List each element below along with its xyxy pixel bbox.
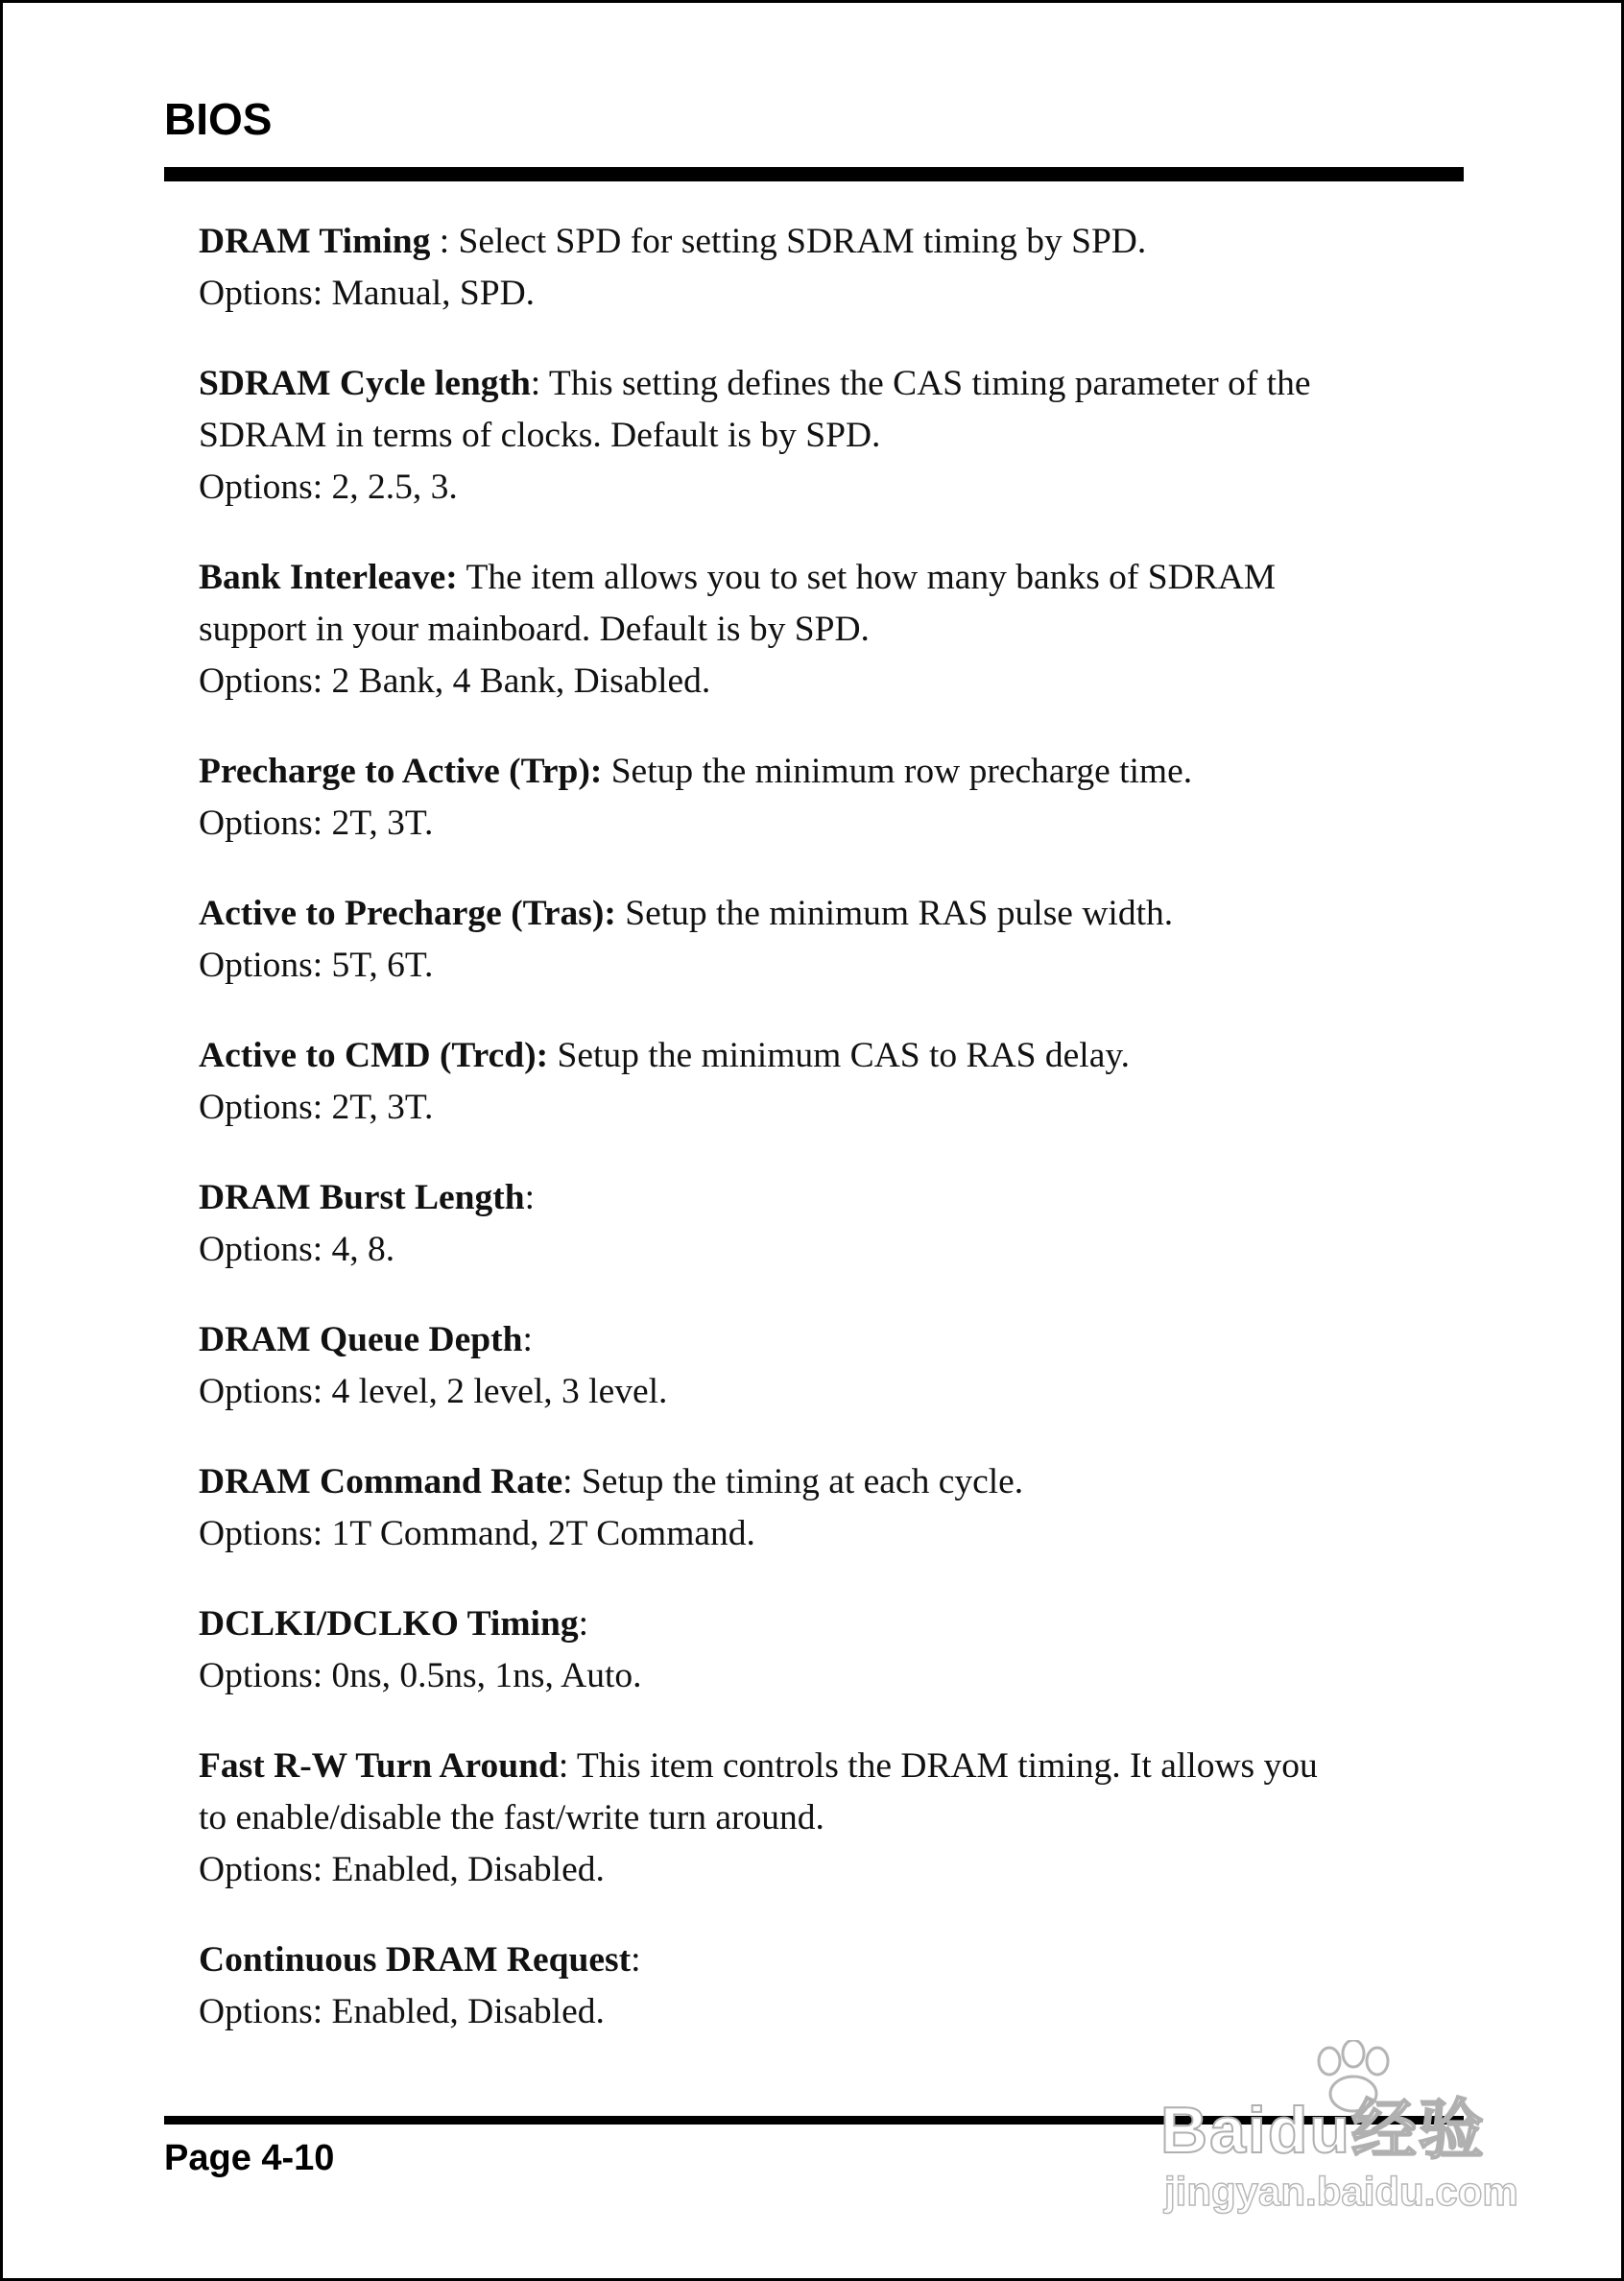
- page-number: Page 4-10: [164, 2138, 335, 2178]
- item-term: Bank Interleave:: [199, 558, 458, 597]
- item-precharge-to-active: [199, 746, 1475, 850]
- item-first-line: [199, 1934, 1475, 1986]
- content: [199, 216, 1475, 2077]
- item-line: Options: 2 Bank, 4 Bank, Disabled.: [199, 661, 711, 701]
- item-first-line: [199, 216, 1475, 268]
- item-line: Options: Enabled, Disabled.: [199, 1850, 605, 1889]
- item-line: Options: Enabled, Disabled.: [199, 1992, 605, 2031]
- item-line: Options: 4, 8.: [199, 1230, 395, 1269]
- item-line: Options: 4 level, 2 level, 3 level.: [199, 1372, 668, 1411]
- item-line: Options: 0ns, 0.5ns, 1ns, Auto.: [199, 1656, 642, 1695]
- item-first-line: [199, 552, 1475, 604]
- item-text: :: [631, 1940, 641, 1980]
- item-active-to-cmd: [199, 1030, 1475, 1134]
- item-term: Precharge to Active (Trp):: [199, 752, 603, 791]
- item-first-line: [199, 746, 1475, 798]
- item-bank-interleave: [199, 552, 1475, 708]
- item-dram-command-rate: [199, 1456, 1475, 1560]
- item-text: : This item controls the DRAM timing. It allows you: [558, 1746, 1318, 1786]
- item-dram-timing: [199, 216, 1475, 320]
- item-text: : Setup the timing at each cycle.: [562, 1462, 1024, 1501]
- item-text: : Select SPD for setting SDRAM timing by SPD.: [430, 222, 1147, 261]
- item-first-line: [199, 1172, 1475, 1224]
- item-continuous-dram-request: [199, 1934, 1475, 2038]
- item-line: SDRAM in terms of clocks. Default is by SPD.: [199, 416, 881, 455]
- item-first-line: [199, 888, 1475, 940]
- item-line: to enable/disable the fast/write turn around.: [199, 1798, 824, 1837]
- item-first-line: [199, 1598, 1475, 1650]
- item-text: The item allows you to set how many banks of SDRAM: [457, 558, 1277, 597]
- item-line: Options: 5T, 6T.: [199, 946, 434, 985]
- item-fast-rw-turn-around: [199, 1741, 1475, 1896]
- item-term: Fast R-W Turn Around: [199, 1746, 559, 1786]
- item-first-line: [199, 1741, 1475, 1792]
- item-first-line: [199, 1456, 1475, 1508]
- item-term: Active to CMD (Trcd):: [199, 1036, 549, 1075]
- baidu-watermark: [1151, 2040, 1535, 2242]
- item-line: Options: Manual, SPD.: [199, 274, 536, 313]
- item-text: Setup the minimum RAS pulse width.: [615, 894, 1174, 933]
- watermark-url: jingyan.baidu.com: [1164, 2169, 1518, 2214]
- item-text: Setup the minimum CAS to RAS delay.: [548, 1036, 1131, 1075]
- item-text: Setup the minimum row precharge time.: [602, 752, 1193, 791]
- watermark-logo: Baidu经验: [1160, 2094, 1486, 2167]
- item-term: Active to Precharge (Tras):: [199, 894, 616, 933]
- item-line: support in your mainboard. Default is by SPD.: [199, 610, 870, 649]
- item-term: Continuous DRAM Request: [199, 1940, 632, 1980]
- item-line: Options: 2T, 3T.: [199, 804, 434, 843]
- item-text: :: [524, 1178, 536, 1217]
- item-text: :: [522, 1320, 533, 1359]
- item-dram-queue-depth: [199, 1314, 1475, 1418]
- item-line: Options: 1T Command, 2T Command.: [199, 1514, 755, 1553]
- item-dram-burst-length: [199, 1172, 1475, 1276]
- item-text: :: [578, 1604, 589, 1644]
- item-first-line: [199, 1314, 1475, 1366]
- item-term: DRAM Timing: [199, 222, 431, 261]
- item-term: DRAM Command Rate: [199, 1462, 563, 1501]
- item-line: Options: 2T, 3T.: [199, 1088, 434, 1127]
- item-active-to-precharge: [199, 888, 1475, 992]
- header-rule: [164, 167, 1464, 181]
- item-first-line: [199, 358, 1475, 410]
- item-term: DCLKI/DCLKO Timing: [199, 1604, 579, 1644]
- item-text: : This setting defines the CAS timing parameter of the: [530, 364, 1311, 403]
- item-term: DRAM Queue Depth: [199, 1320, 523, 1359]
- header-title: BIOS: [164, 94, 273, 144]
- item-term: DRAM Burst Length: [199, 1178, 525, 1217]
- item-term: SDRAM Cycle length: [199, 364, 531, 403]
- item-first-line: [199, 1030, 1475, 1082]
- item-line: Options: 2, 2.5, 3.: [199, 468, 458, 507]
- item-dclki-dclko-timing: [199, 1598, 1475, 1702]
- item-sdram-cycle-length: [199, 358, 1475, 514]
